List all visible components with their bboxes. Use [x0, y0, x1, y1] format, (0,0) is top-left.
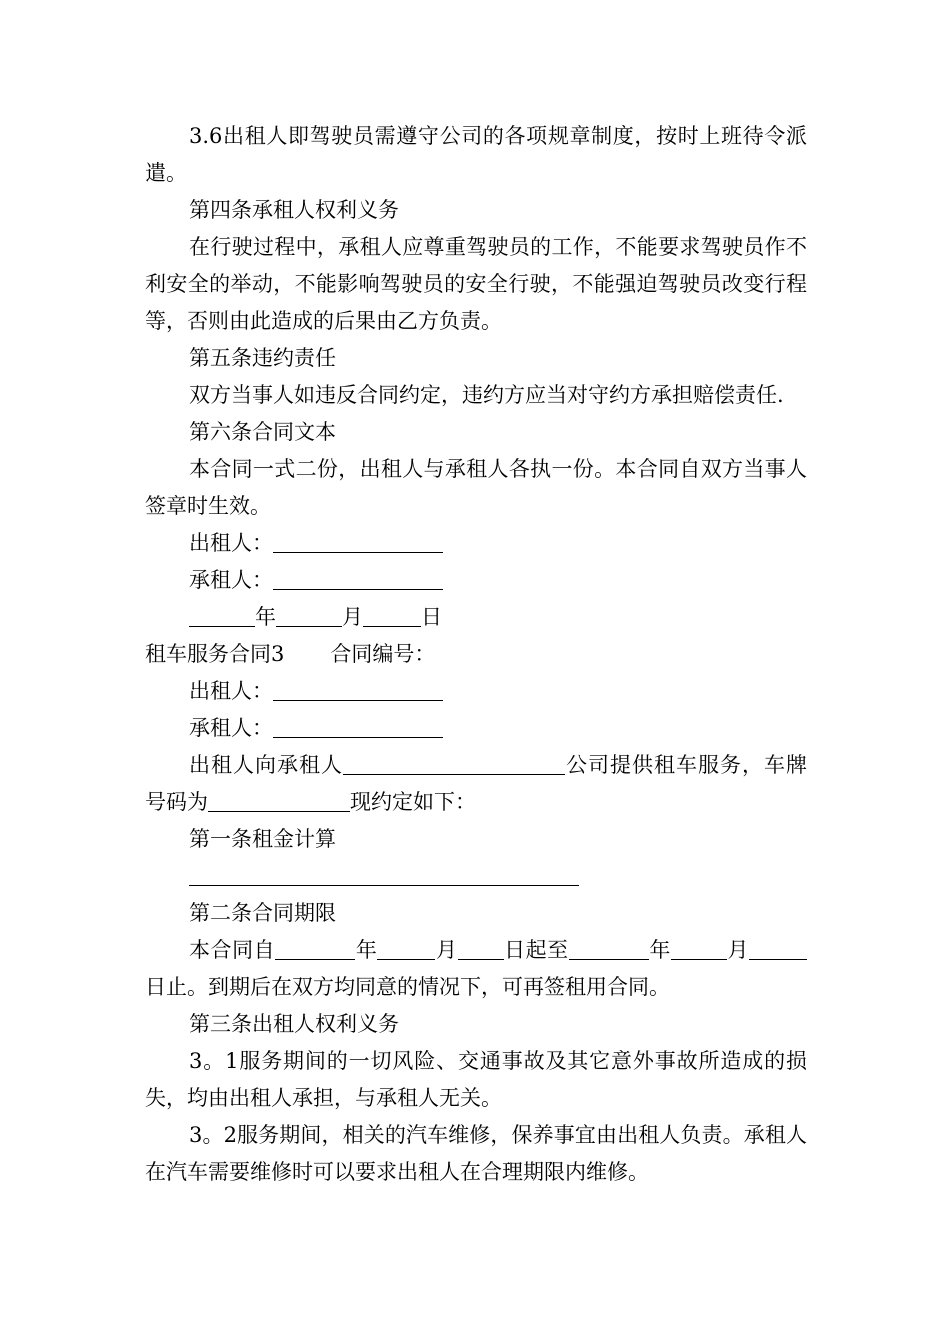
- document-body: [145, 118, 807, 1191]
- start-day-blank: [458, 937, 504, 960]
- contract-3-lessee-label: 承租人：: [189, 716, 273, 740]
- article-4-title: 第四条承租人权利义务: [189, 198, 399, 222]
- intro-part-c: 现约定如下：: [350, 790, 476, 814]
- date-day-label: 日: [421, 605, 442, 629]
- company-blank: [343, 752, 565, 775]
- contract-3-lessor-label: 出租人：: [189, 679, 273, 703]
- contract-3-title: 租车服务合同3: [145, 642, 285, 666]
- contract-3-lessor: [145, 673, 807, 710]
- signature-lessor: [145, 525, 807, 562]
- article-6-title: 第六条合同文本: [189, 420, 336, 444]
- start-year-label: 年: [355, 938, 378, 962]
- date-year-label: 年: [255, 605, 276, 629]
- signature-lessor-blank: [273, 530, 443, 553]
- end-year-blank: [569, 937, 649, 960]
- contract-3-heading: [145, 636, 807, 673]
- date-month-blank: [276, 604, 342, 627]
- contract-3-term: [145, 932, 807, 1006]
- date-year-blank: [189, 604, 255, 627]
- signature-lessee: [145, 562, 807, 599]
- start-year-blank: [275, 937, 355, 960]
- start-month-blank: [377, 937, 435, 960]
- contract-3-clause-3-1: 3。1服务期间的一切风险、交通事故及其它意外事故所造成的损失，均由出租人承担，与承租人无关。: [145, 1049, 807, 1110]
- end-month-label: 月: [726, 938, 749, 962]
- clause-3-6: 3.6出租人即驾驶员需遵守公司的各项规章制度，按时上班待令派遣。: [145, 124, 807, 185]
- signature-date: [145, 599, 807, 636]
- term-part-c: 日止。到期后在双方均同意的情况下，可再签租用合同。: [145, 975, 670, 999]
- contract-3-clause-3-2: 3。2服务期间，相关的汽车维修，保养事宜由出租人负责。承租人在汽车需要维修时可以要求出租人在合理期限内维修。: [145, 1123, 807, 1184]
- date-day-blank: [363, 604, 421, 627]
- rent-calculation-blank: [189, 863, 579, 886]
- contract-3-intro: [145, 747, 807, 821]
- plate-number-blank: [208, 789, 350, 812]
- signature-lessee-blank: [273, 567, 443, 590]
- contract-3-article-3-title: 第三条出租人权利义务: [189, 1012, 399, 1036]
- contract-3-article-1-title: 第一条租金计算: [189, 827, 336, 851]
- contract-3-lessee-blank: [273, 715, 443, 738]
- intro-part-b: 公司提供租车服务，车牌号码为: [145, 753, 807, 814]
- contract-3-article-2-title: 第二条合同期限: [189, 901, 336, 925]
- term-part-b: 日起至: [503, 938, 569, 962]
- start-month-label: 月: [435, 938, 458, 962]
- date-month-label: 月: [342, 605, 363, 629]
- article-6-body: 本合同一式二份，出租人与承租人各执一份。本合同自双方当事人签章时生效。: [145, 457, 807, 518]
- end-month-blank: [671, 937, 727, 960]
- term-part-a: 本合同自: [189, 938, 276, 962]
- rent-calculation-line: [145, 858, 807, 895]
- end-day-blank: [749, 937, 807, 960]
- article-4-body: 在行驶过程中，承租人应尊重驾驶员的工作，不能要求驾驶员作不利安全的举动，不能影响驾驶员的安全行驶，不能强迫驾驶员改变行程等，否则由此造成的后果由乙方负责。: [145, 235, 807, 333]
- contract-number-label: 合同编号：: [330, 642, 436, 666]
- contract-3-lessor-blank: [273, 678, 443, 701]
- signature-lessee-label: 承租人：: [189, 568, 273, 592]
- intro-part-a: 出租人向承租人: [189, 753, 343, 777]
- article-5-title: 第五条违约责任: [189, 346, 336, 370]
- article-5-body: 双方当事人如违反合同约定，违约方应当对守约方承担赔偿责任.: [189, 383, 784, 407]
- contract-3-lessee: [145, 710, 807, 747]
- signature-lessor-label: 出租人：: [189, 531, 273, 555]
- end-year-label: 年: [648, 938, 671, 962]
